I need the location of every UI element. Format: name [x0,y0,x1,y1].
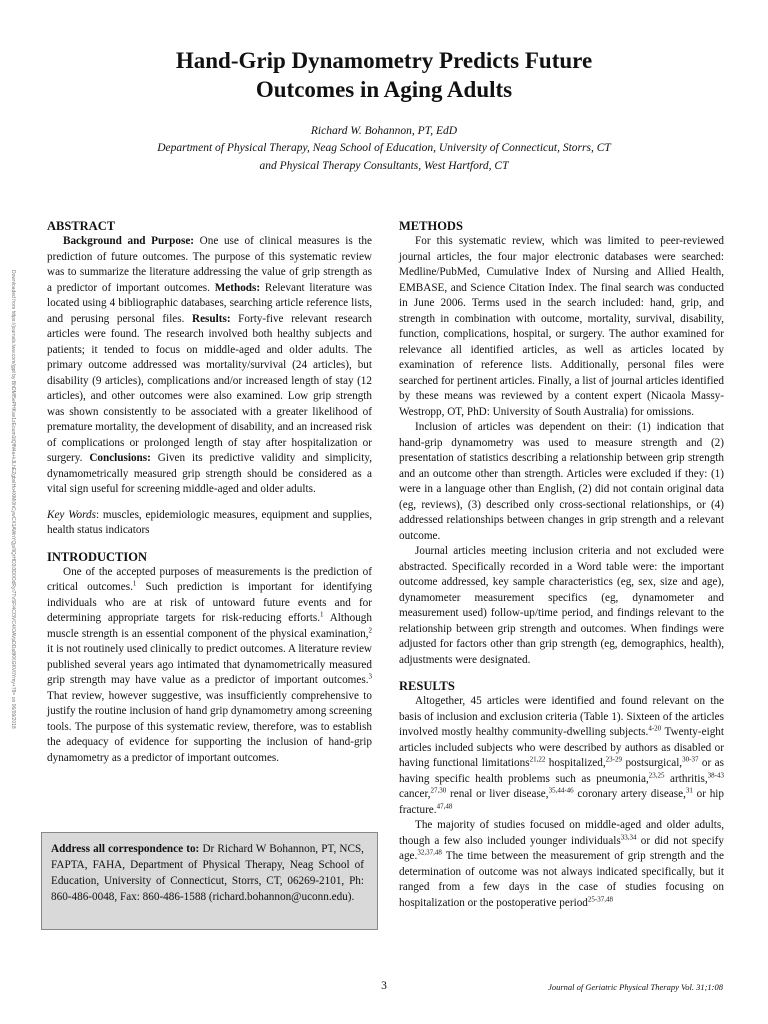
intro-text-2: Such prediction is important for identifying individuals who are at risk of untoward future events and for determining appropriate targets for risk-reducing efforts. [47,581,372,624]
intro-text-4: it is not routinely used clinically to predict outcomes. A literature review published several years ago intimated that dynamometrically measured grip strength may have value as a predictor of important outcomes. [47,643,372,686]
intro-ref: 3 [368,672,372,681]
correspondence-box [41,832,378,930]
results-ref: 27,30 [430,786,447,795]
results-text: Altogether, 45 articles were identified and found relevant on the basis of inclusion and exclusion criteria (Table 1). Sixteen of the articles involved mostly healthy community-dwelling subjects. [399,695,724,738]
results-text: The majority of studies focused on middle-aged and older adults, though a few also included younger individuals [399,819,724,847]
results-text: cancer, [399,788,431,800]
abstract-text [47,234,372,498]
author-line: Richard W. Bohannon, PT, EdD [310,125,458,137]
intro-ref: 2 [368,625,372,634]
methods-heading: METHODS [399,219,463,233]
affiliation-line-1: Department of Physical Therapy, Neag School of Education, University of Connecticut, Storrs, CT [157,142,611,154]
correspondence-label: Address all correspondence to: [51,843,200,855]
results-paragraph-1 [399,694,724,818]
results-ref: 21,22 [529,755,546,764]
intro-ref: 1 [320,610,324,619]
introduction-paragraph [47,565,372,767]
results-heading: RESULTS [399,679,455,693]
title-line-2: Outcomes in Aging Adults [255,77,513,102]
results-ref: 23-29 [605,755,622,764]
results-ref: 32,37,48 [417,848,442,857]
intro-ref: 1 [132,579,137,588]
results-ref: 25-37,48 [587,894,613,903]
results-text: postsurgical, [621,757,683,769]
results-ref: 31 [685,786,693,795]
correspondence-text [51,841,364,905]
intro-text-3: Although muscle strength is an essential component of the physical examination, [47,612,372,640]
keywords-text: : muscles, epidemiologic measures, equipment and supplies, health status indicators [47,508,372,536]
results-text: The time between the measurement of grip strength and the determination of outcome was not always indicated specifically, but it ranged from a few days in the case of studies focusing on hospitalization or the postoperative period [399,850,724,909]
methods-label: Methods: [214,281,261,294]
introduction-heading: INTRODUCTION [47,549,148,564]
correspondence-body: Dr Richard W Bohannon, PT, NCS, FAPTA, FAHA, Department of Physical Therapy, Neag School of Education, University of Connecticut, Storrs, CT, 06269-2101, Ph: 860-486-0048, Fax: 860-486-1588 (richard.bohannon@uconn.edu). [51,843,364,903]
results-text: or did not specify age. [399,834,724,862]
results-text: or hip fracture. [399,788,724,816]
results-ref: 38-43 [707,770,724,779]
background-text: One use of clinical measures is the prediction of future outcomes. The purpose of this systematic review was to summarize the literature addressing the value of grip strength as a predictor of important outcomes. [47,235,372,294]
affiliation [0,140,768,175]
conclusions-text: Given its predictive validity and simplicity, dynamometrically measured grip strength should be considered as a vital sign useful for screening middle-aged and older adults. [47,452,372,495]
page-number: 3 [381,980,387,992]
results-text: coronary artery disease, [573,788,686,800]
right-column [399,218,724,911]
results-abstract-text: Forty-five relevant research articles were found. The research involved both healthy subjects and patients; it tended to focus on middle-aged and older adults. The primary outcome addressed was mortality/survival (24 articles), but disability (9 articles), complications and/or increased length of stay (12 articles), and other outcomes were also examined. Low grip strength was shown consistently to be associated with a greater likelihood of premature mortality, the development of disability, and an increased risk of complications or prolonged length of stay after hospitalization or surgery. [47,312,372,464]
keywords [47,508,372,539]
methods-paragraph-2: Inclusion of articles was dependent on their: (1) indication that hand-grip dynamometry was used to measure strength and (2) presentation of statistics describing a relationship between grip strength and an outcome other than strength. Articles were excluded if they: (1) were in a language other than English, (2) did not contain original data (eg, reviews), (3) described only cross-sectional relationships, or (4) addressed relationships between changes in grip strength and a relevant outcome. [399,421,724,542]
results-text: arthritis, [664,772,708,785]
background-label: Background and Purpose: [63,235,195,247]
results-text: hospitalized, [545,757,606,769]
results-ref: 47,48 [436,801,453,810]
download-watermark [8,270,18,740]
keywords-label: Key Words [47,508,96,521]
abstract-heading: ABSTRACT [47,219,116,233]
methods-paragraph-3: Journal articles meeting inclusion criteria and not excluded were abstracted. Specifically recorded in a Word table were: the important outcome addressed, key sample characteristics (eg, sex, size and age), dynamometer measurement specifics (eg, dynamometer and measurement used) follow-up/time period, and findings relevant to the relationship between grip strength and outcomes. When findings were adjusted for factors other than grip strength (eg, demographics, health), adjustments were designated. [399,545,724,666]
affiliation-line-2: and Physical Therapy Consultants, West Hartford, CT [259,159,509,172]
intro-text-1: One of the accepted purposes of measurements is the prediction of critical outcomes. [47,565,372,593]
results-ref: 35,44-46 [548,786,574,795]
title-line-1: Hand-Grip Dynamometry Predicts Future [175,48,593,73]
results-paragraph-2 [399,818,724,911]
results-text: Twenty-eight articles included subjects who were described by authors as disabled or having functional limitations [399,726,725,769]
results-text: renal or liver disease, [446,788,549,800]
journal-citation: Journal of Geriatric Physical Therapy Vol. 31;1:08 [548,982,723,992]
results-ref: 23,25 [648,770,665,779]
results-ref: 30-37 [682,755,699,764]
results-label: Results: [192,312,231,325]
intro-text-5: That review, however suggestive, was insufficiently comprehensive to justify the routine inclusion of hand grip dynamometry among screening tools. The purpose of this systematic review, therefore, was to establish the adequacy of evidence for supporting the inclusion of hand-grip dynamometry as a predictor of important outcomes. [47,689,372,764]
download-watermark-text: Downloaded from https://journals.lww.com/jgpt by BhDMf5ePHKav1zEoum1tQfN4a+kJLhEZgbsIHo4XMi0hCywCX1AWnYQp/IlQrHD3i3D0OdRyi7TvSFl4Cf3VC4/OAVpDDa8KKGKV0Ymy+78= on 06/09/2018 [10,270,16,729]
results-text: or as having specific health problems such as pneumonia, [399,757,724,785]
left-column [47,218,372,766]
methods-paragraph-1: For this systematic review, which was limited to peer-reviewed journal articles, the four major electronic databases were searched: Medline/PubMed, Cumulative Index of Nursing and Allied Health, EMBASE, and Science Citation Index. The final search was conducted in June 2006. Terms used in the search included: hand, grip, and strength in combination with outcome, mortality, survival, disability, function, complications, hospital, or surgery. The author examined for relevance all identified articles, as well as articles located by examination of reference lists. Additionally, personal files were searched for pertinent articles. Finally, a list of journal articles identified by these means was reviewed by a content expert (Nicaola Massy-Westropp, OT, PhD: University of South Australia) for omissions. [399,235,724,418]
methods-abstract-text: Relevant literature was located using 4 bibliographic databases, searching article reference lists, and perusing personal files. [47,281,372,325]
article-title [0,46,768,104]
results-ref: 33,34 [620,832,637,841]
conclusions-label: Conclusions: [89,452,151,464]
results-ref: 4-20 [648,724,662,733]
